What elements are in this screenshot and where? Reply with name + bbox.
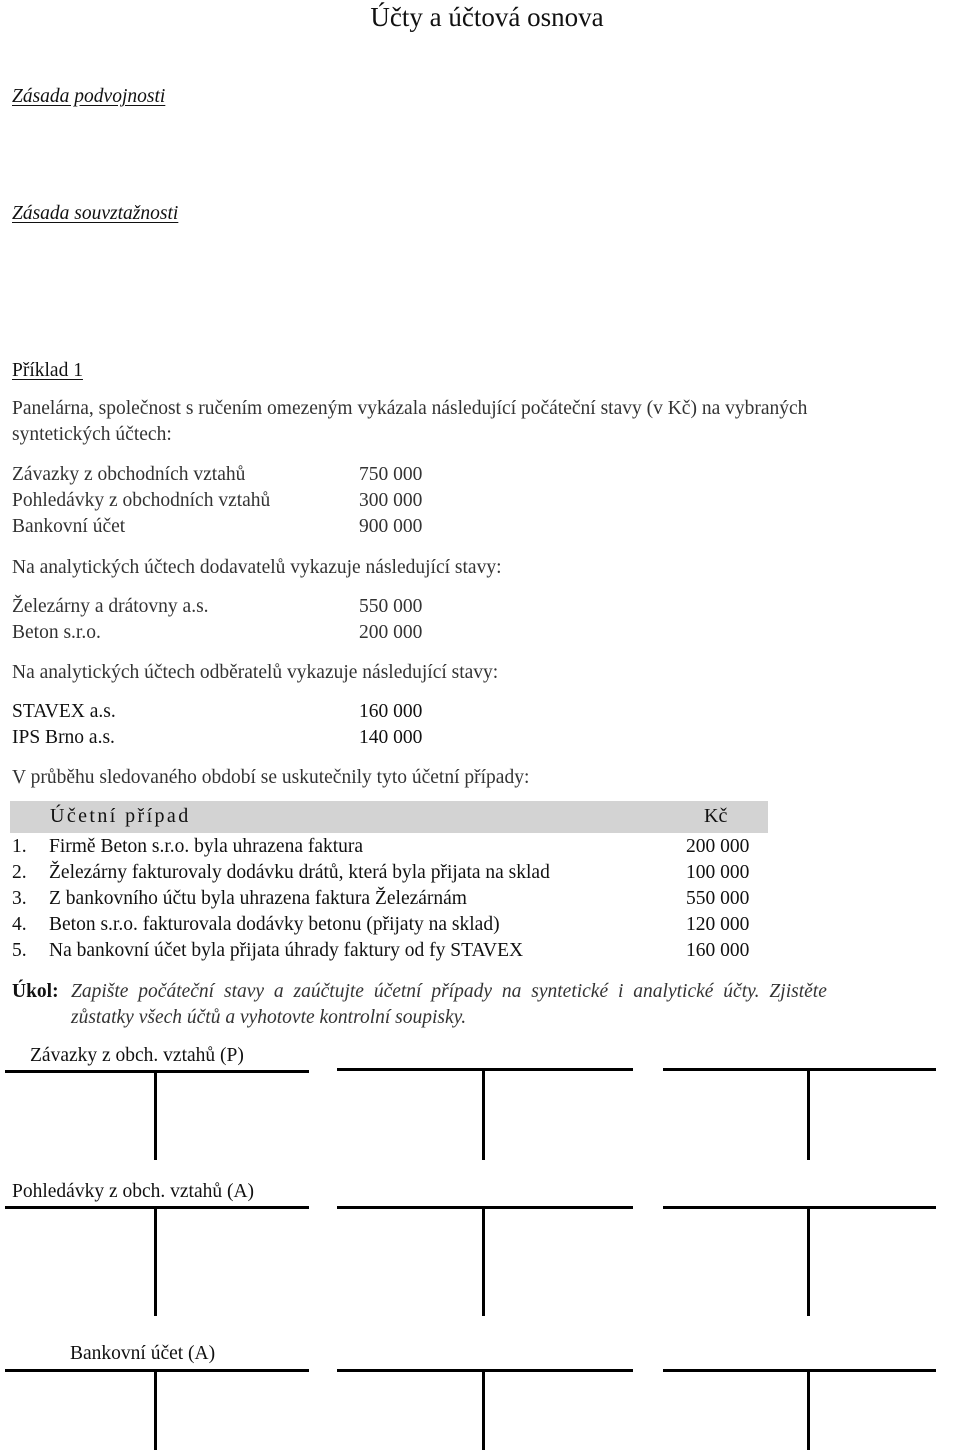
- task-text-line-1: Zapište počáteční stavy a zaúčtujte účetní případy na syntetické i analytické účty. Zjistěte: [71, 981, 827, 1002]
- row-amount: 160 000: [686, 940, 750, 961]
- row-amount: 550 000: [686, 888, 750, 909]
- row-number: 5.: [12, 940, 27, 961]
- row-number: 1.: [12, 836, 27, 857]
- t-account-divider: [482, 1206, 485, 1316]
- task-text-line-2: zůstatky všech účtů a vyhotovte kontrolní soupisky.: [71, 1007, 467, 1028]
- t-account-title-liabilities: Závazky z obch. vztahů (P): [30, 1045, 244, 1066]
- t-account-divider: [154, 1070, 157, 1160]
- t-account-divider: [154, 1369, 157, 1450]
- row-text: Z bankovního účtu byla uhrazena faktura Železárnám: [49, 888, 467, 909]
- row-amount: 100 000: [686, 862, 750, 883]
- heading-example-1: Příklad 1: [12, 360, 83, 381]
- customer-value: 160 000: [359, 701, 423, 722]
- t-account-top-line: [663, 1206, 936, 1209]
- table-header: [10, 801, 768, 833]
- column-header-amount: Kč: [704, 805, 728, 827]
- t-account-top-line: [5, 1369, 309, 1372]
- t-account-divider: [807, 1206, 810, 1316]
- account-name: Bankovní účet: [12, 516, 126, 537]
- page-title: Účty a účtová osnova: [370, 2, 604, 32]
- t-account-divider: [154, 1206, 157, 1316]
- row-text: Beton s.r.o. fakturovala dodávky betonu (přijaty na sklad): [49, 914, 500, 935]
- t-account-title-bank: Bankovní účet (A): [70, 1343, 216, 1364]
- row-text: Na bankovní účet byla přijata úhrady faktury od fy STAVEX: [49, 940, 524, 961]
- row-text: Železárny fakturovaly dodávku drátů, která byla přijata na sklad: [49, 862, 550, 883]
- heading-double-entry: Zásada podvojnosti: [12, 86, 166, 107]
- t-account-divider: [807, 1369, 810, 1450]
- supplier-value: 550 000: [359, 596, 423, 617]
- customer-name: STAVEX a.s.: [12, 701, 116, 722]
- t-account-divider: [482, 1369, 485, 1450]
- suppliers-intro: Na analytických účtech dodavatelů vykazuje následující stavy:: [12, 557, 502, 578]
- row-number: 4.: [12, 914, 27, 935]
- t-account-top-line: [663, 1068, 936, 1071]
- supplier-name: Beton s.r.o.: [12, 622, 101, 643]
- row-number: 3.: [12, 888, 27, 909]
- t-account-top-line: [337, 1068, 633, 1071]
- account-name: Závazky z obchodních vztahů: [12, 464, 246, 485]
- t-account-title-receivables: Pohledávky z obch. vztahů (A): [12, 1181, 255, 1202]
- customer-value: 140 000: [359, 727, 423, 748]
- account-name: Pohledávky z obchodních vztahů: [12, 490, 271, 511]
- row-number: 2.: [12, 862, 27, 883]
- intro-line-1: Panelárna, společnost s ručením omezeným vykázala následující počáteční stavy (v Kč) na vybraných: [12, 398, 808, 419]
- t-account-top-line: [337, 1369, 633, 1372]
- account-value: 300 000: [359, 490, 423, 511]
- heading-correspondence: Zásada souvztažnosti: [12, 203, 179, 224]
- row-text: Firmě Beton s.r.o. byla uhrazena faktura: [49, 836, 364, 857]
- t-account-top-line: [337, 1206, 633, 1209]
- t-account-top-line: [663, 1369, 936, 1372]
- t-account-divider: [482, 1068, 485, 1160]
- t-account-top-line: [5, 1206, 309, 1209]
- task-label: Úkol:: [12, 981, 59, 1002]
- intro-line-2: syntetických účtech:: [12, 424, 172, 445]
- supplier-name: Železárny a drátovny a.s.: [12, 596, 209, 617]
- account-value: 750 000: [359, 464, 423, 485]
- row-amount: 200 000: [686, 836, 750, 857]
- t-account-top-line: [5, 1070, 309, 1073]
- customer-name: IPS Brno a.s.: [12, 727, 115, 748]
- customers-intro: Na analytických účtech odběratelů vykazuje následující stavy:: [12, 662, 499, 683]
- column-header-case: Účetní případ: [50, 805, 191, 827]
- row-amount: 120 000: [686, 914, 750, 935]
- supplier-value: 200 000: [359, 622, 423, 643]
- t-account-divider: [807, 1068, 810, 1160]
- account-value: 900 000: [359, 516, 423, 537]
- transactions-intro: V průběhu sledovaného období se uskutečnily tyto účetní případy:: [12, 767, 530, 788]
